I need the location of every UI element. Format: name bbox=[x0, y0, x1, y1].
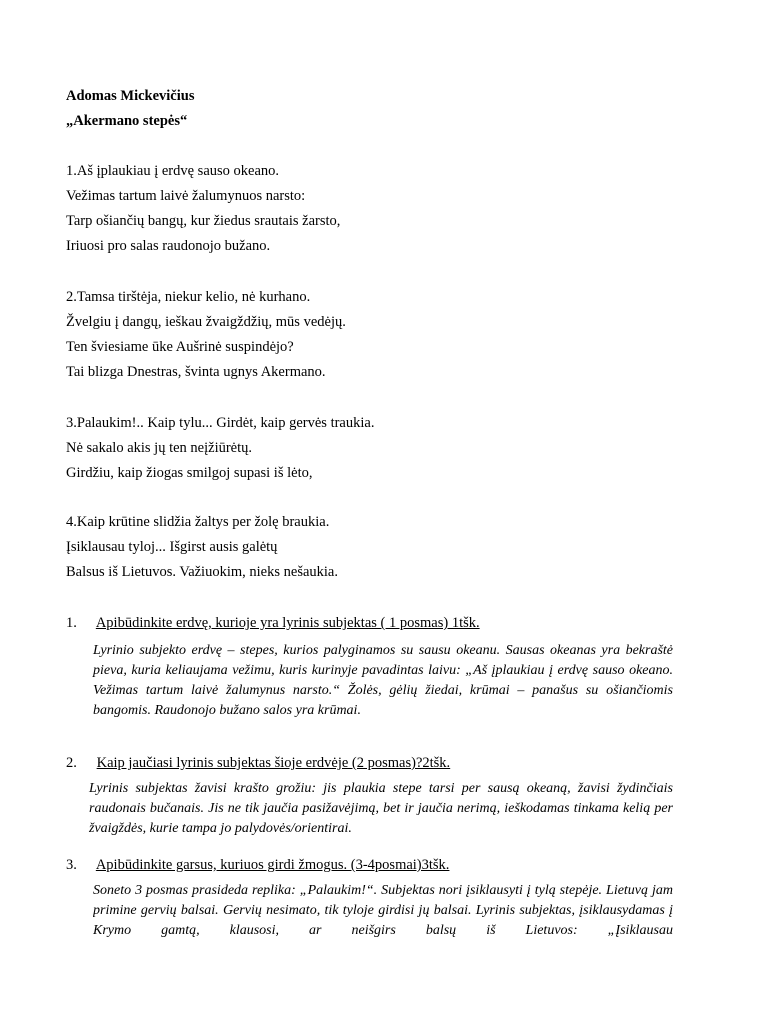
question-text: Kaip jaučiasi lyrinis subjektas šioje erdvėje (2 posmas)?2tšk. bbox=[96, 755, 451, 771]
poem-line: Įsiklausau tyloj... Išgirst ausis galėtų bbox=[66, 539, 278, 555]
question-number: 2. bbox=[66, 755, 77, 771]
poem-line: Nė sakalo akis jų ten neįžiūrėtų. bbox=[66, 440, 253, 456]
question-3 bbox=[66, 857, 449, 874]
poem-line: 2.Tamsa tirštėja, niekur kelio, nė kurhano. bbox=[66, 289, 311, 305]
poem-line: Tarp ošiančių bangų, kur žiedus srautais žarsto, bbox=[66, 213, 341, 229]
stanza-1 bbox=[66, 159, 340, 259]
poem-line: Balsus iš Lietuvos. Važiuokim, nieks nešaukia. bbox=[66, 564, 338, 580]
poem-line: Iriuosi pro salas raudonojo bužano. bbox=[66, 238, 271, 254]
poem-line: Girdžiu, kaip žiogas smilgoj supasi iš lėto, bbox=[66, 465, 313, 481]
question-text: Apibūdinkite erdvę, kurioje yra lyrinis subjektas ( 1 posmas) 1tšk. bbox=[95, 615, 480, 631]
poem-line: 4.Kaip krūtine slidžia žaltys per žolę braukia. bbox=[66, 514, 330, 530]
poem-line: 3.Palaukim!.. Kaip tylu... Girdėt, kaip gervės traukia. bbox=[66, 415, 375, 431]
question-text: Apibūdinkite garsus, kuriuos girdi žmogus. (3-4posmai)3tšk. bbox=[95, 857, 450, 873]
answer-3: Soneto 3 posmas prasideda replika: „Palaukim!“. Subjektas nori įsiklausyti į tylą stepėje. Lietuvą jam primine gervių balsai. Gervių nesimato, tik tyloje girdisi jų balsai. Lyrinis subjektas, įsiklausydamas į Krymo gamtą, klausosi, ar neišgirs balsų iš Lietuvos: „Įsiklausau bbox=[93, 883, 673, 937]
question-number: 1. bbox=[66, 615, 77, 631]
poem-line: Vežimas tartum laivė žalumynuos narsto: bbox=[66, 188, 306, 204]
answer-2: Lyrinis subjektas žavisi krašto grožiu: jis plaukia stepe tarsi per sausą okeaną, žavisi žydinčiais raudonais bučanais. Jis ne tik jaučia pasižavėjimą, bet ir jaučia nerimą, ieškodamas tinkama kelią per žvaigždės, kurie tampa jo palydovės/orientirai. bbox=[89, 781, 673, 836]
poem-line: Ten šviesiame ūke Aušrinė suspindėjo? bbox=[66, 339, 294, 355]
stanza-4 bbox=[66, 510, 338, 585]
poem-title: „Akermano stepės“ bbox=[66, 113, 188, 129]
answer-1: Lyrinio subjekto erdvę – stepes, kurios palyginamos su sausu okeanu. Sausas okeanas yra bekraštė pieva, kuria keliaujama vežimu, kuris kurinyje pavadintas laivu: „Aš įplaukiau į erdvę sauso okeano. Vežimas tartum laivė žalumynus narsto.“ Žolės, gėlių žiedai, krūmai – panašus su ošiančiomis bangomis. Raudonojo bužano salos yra krūmai. bbox=[93, 643, 673, 718]
poem-line: Žvelgiu į dangų, ieškau žvaigždžių, mūs vedėjų. bbox=[66, 314, 346, 330]
stanza-2 bbox=[66, 285, 346, 385]
author-name: Adomas Mickevičius bbox=[66, 88, 195, 104]
question-1 bbox=[66, 615, 480, 632]
poem-line: 1.Aš įplaukiau į erdvę sauso okeano. bbox=[66, 163, 280, 179]
stanza-3 bbox=[66, 411, 374, 486]
poem-line: Tai blizga Dnestras, švinta ugnys Akermano. bbox=[66, 364, 326, 380]
question-number: 3. bbox=[66, 857, 77, 873]
question-2 bbox=[66, 755, 450, 772]
